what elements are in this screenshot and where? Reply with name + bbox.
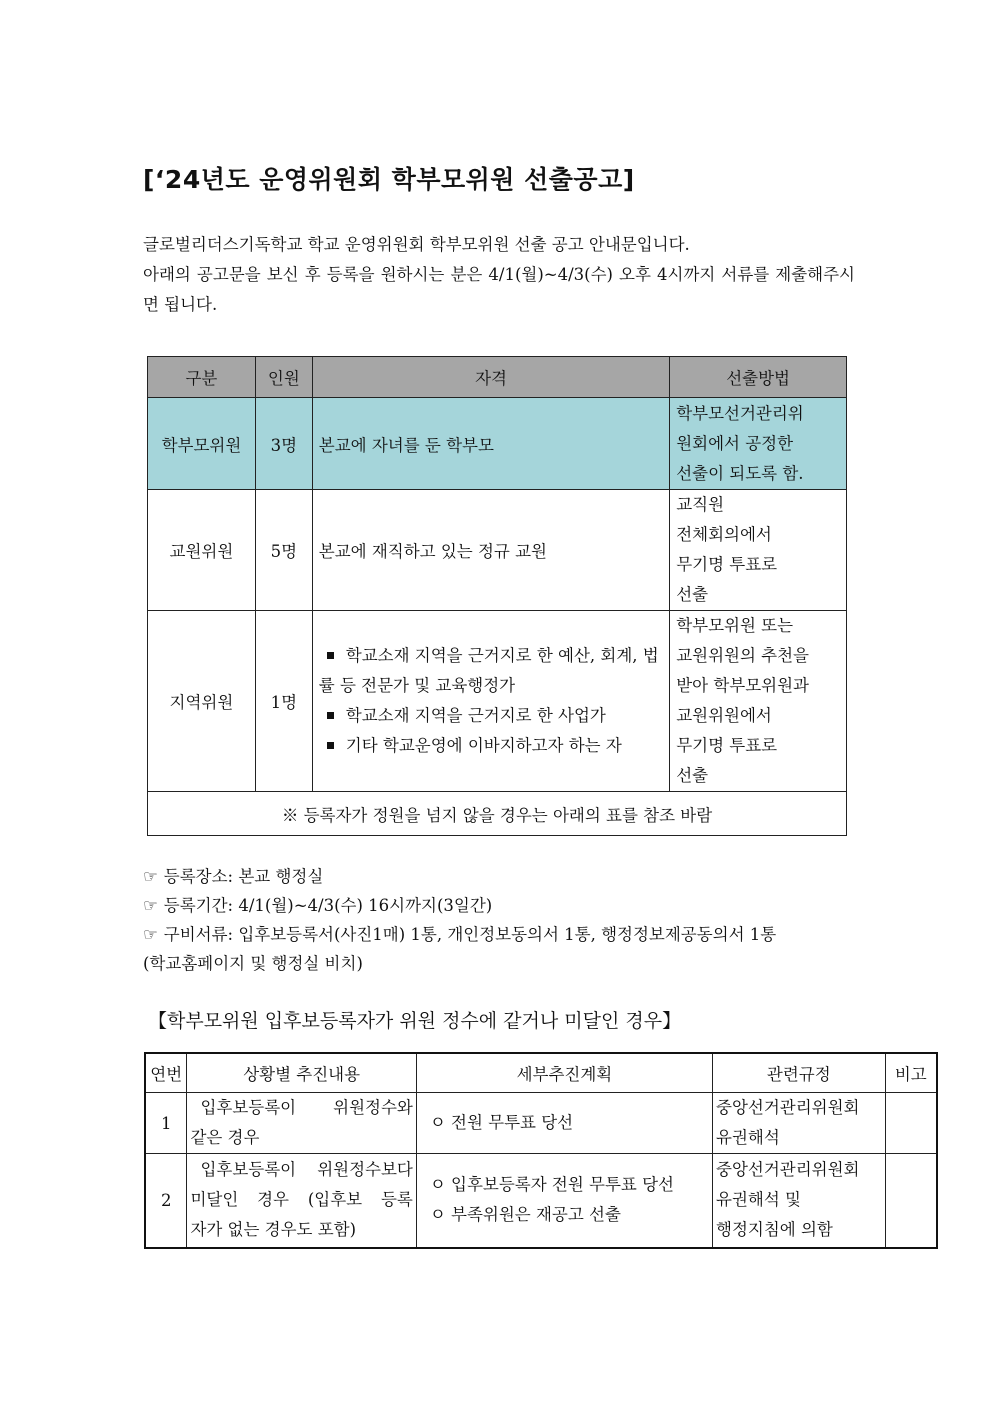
pointing-hand-icon: ☞: [143, 925, 158, 944]
shortfall-table: [144, 1052, 938, 1249]
registration-info: [143, 862, 855, 978]
method-line: 교직원: [676, 495, 725, 514]
method-line: 받아 학부모위원과: [676, 676, 809, 695]
table-row: [148, 490, 847, 611]
table-note-row: [148, 792, 847, 836]
row-rule: [713, 1154, 886, 1248]
method-line: 무기명 투표로: [676, 555, 778, 574]
intro-text: [143, 230, 855, 320]
method-line: 교원위원에서: [676, 706, 772, 725]
list-item: 기타 학교운영에 이바지하고자 하는 자: [319, 731, 663, 761]
row-qualification: 본교에 재직하고 있는 정규 교원: [312, 490, 669, 611]
header-remark: 비고: [885, 1053, 937, 1093]
rule-line: 중앙선거관리위원회: [716, 1098, 860, 1117]
square-bullet-icon: [327, 652, 334, 659]
method-line: 선출이 되도록 함.: [676, 463, 804, 483]
row-remark: [885, 1154, 937, 1248]
table-header-row: [145, 1053, 937, 1093]
plan-item: ㅇ 부족위원은 재공고 선출: [429, 1205, 621, 1225]
row-count: 3명: [255, 398, 312, 490]
method-line: 전체회의에서: [676, 525, 772, 544]
row-category: 지역위원: [148, 611, 256, 792]
page-title: [‘24년도 운영위원회 학부모위원 선출공고]: [143, 165, 635, 194]
registration-item: ☞ 등록기간: 4/1(월)~4/3(수) 16시까지(3일간): [143, 896, 493, 915]
rule-line: 유권해석 및: [716, 1190, 801, 1210]
registration-item: ☞ 구비서류: 입후보등록서(사진1매) 1통, 개인정보동의서 1통, 행정정보제공동의서 1통: [143, 925, 777, 944]
row-remark: [885, 1093, 937, 1154]
intro-line: 아래의 공고문을 보신 후 등록을 원하시는 분은 4/1(월)~4/3(수) 오후 4시까지 서류를 제출해주시면 됩니다.: [143, 265, 855, 314]
header-qualification: 자격: [312, 357, 669, 398]
situation-line: 입후보등록이 위원정수와: [200, 1098, 413, 1117]
table-header-row: [148, 357, 847, 398]
row-category: 교원위원: [148, 490, 256, 611]
registration-note: (학교홈페이지 및 행정실 비치): [143, 954, 363, 973]
rule-line: 행정지침에 의함: [716, 1220, 833, 1240]
situation-line: 자가 없는 경우도 포함): [190, 1220, 357, 1240]
row-plan: [416, 1093, 712, 1154]
row-method: [670, 490, 847, 611]
header-number: 연번: [145, 1053, 187, 1093]
row-number: 1: [145, 1093, 187, 1154]
square-bullet-icon: [327, 712, 334, 719]
table-row: [145, 1093, 937, 1154]
table-note: ※ 등록자가 정원을 넘지 않을 경우는 아래의 표를 참조 바람: [148, 792, 847, 836]
situation-line: 같은 경우: [190, 1128, 260, 1147]
rule-line: 유권해석: [716, 1128, 780, 1147]
row-method: [670, 611, 847, 792]
pointing-hand-icon: ☞: [143, 896, 158, 915]
square-bullet-icon: [327, 742, 334, 749]
method-line: 교원위원의 추천을: [676, 646, 809, 665]
header-rule: 관련규정: [713, 1053, 886, 1093]
method-line: 무기명 투표로: [676, 736, 778, 755]
committee-table: [147, 356, 847, 836]
header-method: 선출방법: [670, 357, 847, 398]
list-item: 학교소재 지역을 근거지로 한 예산, 회계, 법률 등 전문가 및 교육행정가: [318, 646, 659, 695]
situation-line: 미달인 경우 (입후보 등록: [190, 1190, 413, 1210]
row-category: 학부모위원: [148, 398, 256, 490]
row-count: 1명: [255, 611, 312, 792]
table-row: [145, 1154, 937, 1248]
header-plan: 세부추진계획: [416, 1053, 712, 1093]
row-method: [670, 398, 847, 490]
header-situation: 상황별 추진내용: [187, 1053, 416, 1093]
table-row: [148, 398, 847, 490]
method-line: 학부모선거관리위: [676, 403, 804, 423]
header-category: 구분: [148, 357, 256, 398]
list-item: 학교소재 지역을 근거지로 한 사업가: [319, 701, 663, 731]
row-count: 5명: [255, 490, 312, 611]
situation-line: 입후보등록이 위원정수보다: [200, 1160, 413, 1180]
header-count: 인원: [255, 357, 312, 398]
method-line: 선출: [676, 585, 709, 604]
method-line: 선출: [676, 766, 709, 785]
method-line: 원회에서 공정한: [676, 433, 794, 453]
rule-line: 중앙선거관리위원회: [716, 1160, 860, 1180]
method-line: 학부모위원 또는: [676, 616, 794, 635]
table-row: [148, 611, 847, 792]
row-situation: [187, 1093, 416, 1154]
plan-item: ㅇ 전원 무투표 당선: [429, 1113, 574, 1132]
plan-item: ㅇ 입후보등록자 전원 무투표 당선: [429, 1175, 674, 1195]
registration-item: ☞ 등록장소: 본교 행정실: [143, 867, 324, 886]
row-number: 2: [145, 1154, 187, 1248]
row-qualification: 본교에 자녀를 둔 학부모: [312, 398, 669, 490]
intro-line: 글로벌리더스기독학교 학교 운영위원회 학부모위원 선출 공고 안내문입니다.: [143, 235, 690, 254]
row-plan: [416, 1154, 712, 1248]
row-qualification: [312, 611, 669, 792]
row-situation: [187, 1154, 416, 1248]
row-rule: [713, 1093, 886, 1154]
qualification-list: [319, 641, 663, 761]
section-subtitle: 【학부모위원 입후보등록자가 위원 정수에 같거나 미달인 경우】: [148, 1010, 682, 1032]
pointing-hand-icon: ☞: [143, 867, 158, 886]
